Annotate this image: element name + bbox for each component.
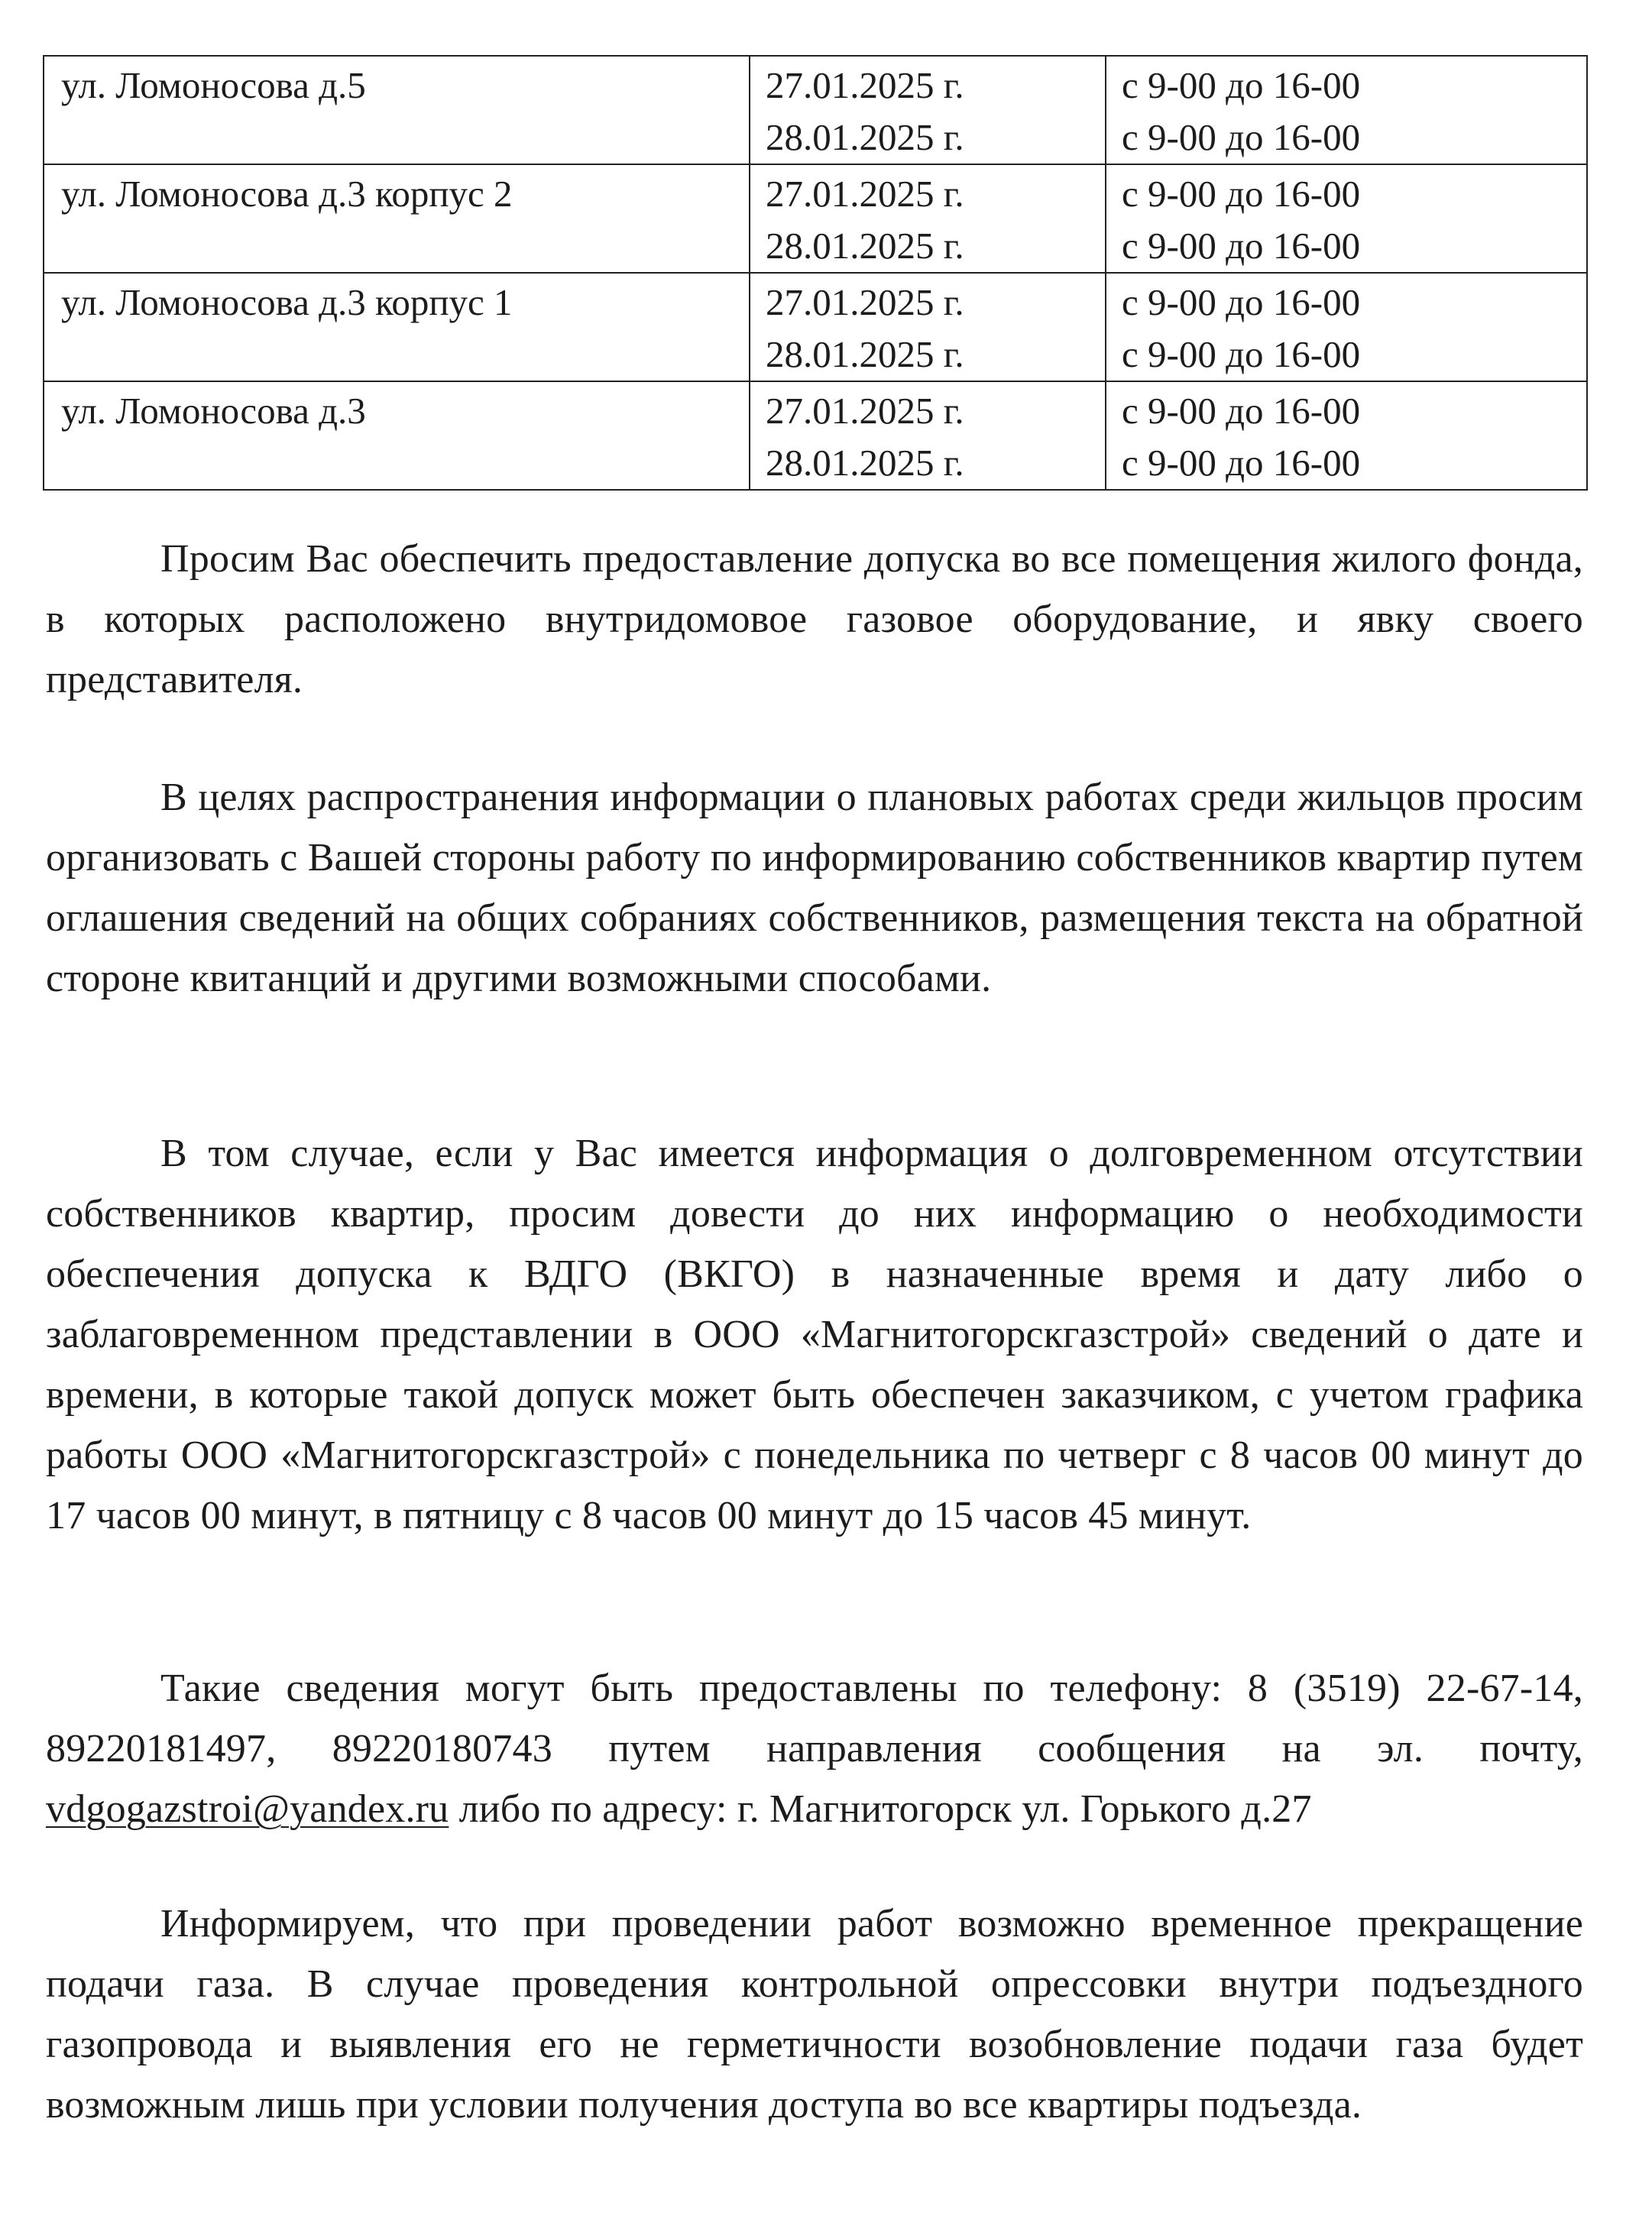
date-cell xyxy=(750,381,1106,490)
time-cell xyxy=(1106,56,1587,164)
paragraph-text: В том случае, если у Вас имеется информация о долговременном отсутствии собственников квартир, просим довести до них информацию о необходимости обеспечения допуска к ВДГО (ВКГО) в назначенные время и дату либо о заблаговременном представлении в ООО «Магнитогорскгазстрой» сведений о дате и времени, в которые такой допуск может быть обеспечен заказчиком, с учетом графика работы ООО «Магнитогорскгазстрой» с понедельника по четверг с 8 часов 00 минут до 17 часов 00 минут, в пятницу с 8 часов 00 минут до 15 часов 45 минут. xyxy=(46,1132,1583,1537)
contacts-paragraph xyxy=(46,1658,1583,1839)
work-schedule-table xyxy=(43,55,1588,491)
address-text: ул. Ломоносова д.3 корпус 1 xyxy=(61,281,513,323)
contacts-text: Такие сведения могут быть предоставлены по телефону: 8 (3519) 22-67-14, 89220181497, 89220180743 путем направления сообщения на эл. почту, xyxy=(46,1667,1583,1771)
time-text: с 9-00 до 16-00 xyxy=(1122,64,1361,106)
information-spread-paragraph xyxy=(46,767,1583,1009)
address-text: ул. Ломоносова д.3 корпус 2 xyxy=(61,173,513,215)
time-cell xyxy=(1106,273,1587,381)
time-text: с 9-00 до 16-00 xyxy=(1122,116,1361,158)
date-text: 27.01.2025 г. xyxy=(766,64,964,106)
time-text: с 9-00 до 16-00 xyxy=(1122,225,1361,267)
time-cell xyxy=(1106,381,1587,490)
table-row xyxy=(44,56,1587,164)
date-text: 28.01.2025 г. xyxy=(766,442,964,484)
address-cell xyxy=(44,381,750,490)
date-cell xyxy=(750,56,1106,164)
date-cell xyxy=(750,164,1106,273)
time-cell xyxy=(1106,164,1587,273)
address-cell xyxy=(44,273,750,381)
date-text: 28.01.2025 г. xyxy=(766,225,964,267)
address-cell xyxy=(44,164,750,273)
time-text: с 9-00 до 16-00 xyxy=(1122,173,1361,215)
paragraph-text: Информируем, что при проведении работ возможно временное прекращение подачи газа. В случае проведения контрольной опрессовки внутри подъездного газопровода и выявления его не герметичности возобновление подачи газа будет возможным лишь при условии получения доступа во все квартиры подъезда. xyxy=(46,1902,1583,2127)
date-text: 27.01.2025 г. xyxy=(766,281,964,323)
date-text: 28.01.2025 г. xyxy=(766,333,964,375)
date-text: 28.01.2025 г. xyxy=(766,116,964,158)
time-text: с 9-00 до 16-00 xyxy=(1122,442,1361,484)
date-text: 27.01.2025 г. xyxy=(766,173,964,215)
date-cell xyxy=(750,273,1106,381)
time-text: с 9-00 до 16-00 xyxy=(1122,281,1361,323)
paragraph-text: В целях распространения информации о плановых работах среди жильцов просим организовать с Вашей стороны работу по информированию собственников квартир путем оглашения сведений на общих собраниях собственников, размещения текста на обратной стороне квитанций и другими возможными способами. xyxy=(46,776,1583,1000)
address-text: либо по адресу: г. Магнитогорск ул. Горького д.27 xyxy=(458,1787,1312,1831)
gas-supply-notice-paragraph xyxy=(46,1894,1583,2135)
address-text: ул. Ломоносова д.3 xyxy=(61,390,366,432)
email-link[interactable]: vdgogazstroi@yandex.ru xyxy=(46,1787,449,1831)
time-text: с 9-00 до 16-00 xyxy=(1122,390,1361,432)
absent-owners-paragraph xyxy=(46,1123,1583,1546)
time-text: с 9-00 до 16-00 xyxy=(1122,333,1361,375)
table-row xyxy=(44,381,1587,490)
address-text: ул. Ломоносова д.5 xyxy=(61,64,366,106)
access-request-paragraph xyxy=(46,529,1583,710)
table-row xyxy=(44,164,1587,273)
table-row xyxy=(44,273,1587,381)
date-text: 27.01.2025 г. xyxy=(766,390,964,432)
address-cell xyxy=(44,56,750,164)
paragraph-text: Просим Вас обеспечить предоставление допуска во все помещения жилого фонда, в которых расположено внутридомовое газовое оборудование, и явку своего представителя. xyxy=(46,537,1583,701)
